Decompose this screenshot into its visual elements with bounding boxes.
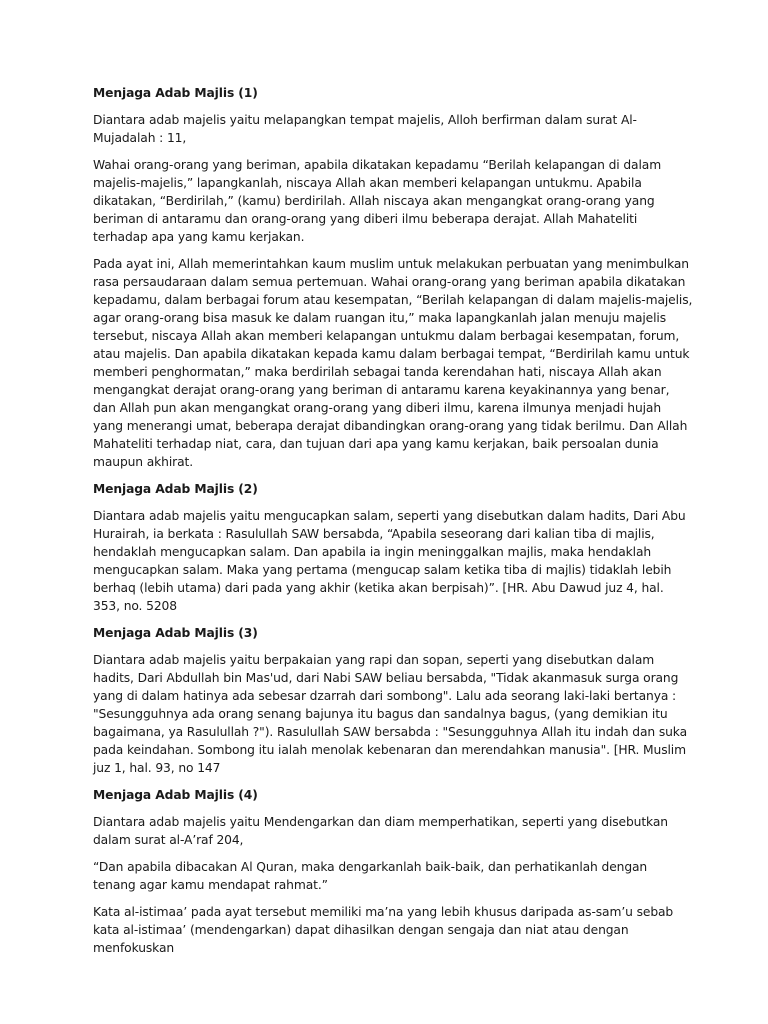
paragraph-1-3: Pada ayat ini, Allah memerintahkan kaum muslim untuk melakukan perbuatan yang menimbulkan rasa persaudaraan dalam semua pertemuan. Wahai orang-orang yang beriman apabila dikatakan kepadamu, dalam berbagai forum atau kesempatan, “Berilah kelapangan di dalam majelis-majelis, agar orang-orang bisa masuk ke dalam ruangan itu,” maka lapangkanlah jalan menuju majelis tersebut, niscaya Allah akan memberi kelapangan untukmu dalam berbagai kesempatan, forum, atau majelis. Dan apabila dikatakan kepada kamu dalam berbagai tempat, “Berdirilah kamu untuk memberi penghormatan,” maka berdirilah sebagai tanda kerendahan hati, niscaya Allah akan mengangkat derajat orang-orang yang beriman di antaramu karena keyakinannya yang benar, dan Allah pun akan mengangkat orang-orang yang diberi ilmu, karena ilmunya menjadi hujah yang menerangi umat, beberapa derajat dibandingkan orang-orang yang tidak berilmu. Dan Allah Mahateliti terhadap niat, cara, dan tujuan dari apa yang kamu kerjakan, baik persoalan dunia maupun akhirat. [93,257,693,469]
section-heading-2: Menjaga Adab Majlis (2) [93,482,258,496]
document-page [93,84,693,966]
section-heading-1: Menjaga Adab Majlis (1) [93,86,258,100]
paragraph-2-1: Diantara adab majelis yaitu mengucapkan salam, seperti yang disebutkan dalam hadits, Dari Abu Hurairah, ia berkata : Rasulullah SAW bersabda, “Apabila seseorang dari kalian tiba di majlis, hendaklah mengucapkan salam. Dan apabila ia ingin meninggalkan majlis, maka hendaklah mengucapkan salam. Maka yang pertama (mengucap salam ketika tiba di majlis) tidaklah lebih berhaq (lebih utama) dari pada yang akhir (ketika akan berpisah)”. [HR. Abu Dawud juz 4, hal. 353, no. 5208 [93,509,686,613]
paragraph-1-2: Wahai orang-orang yang beriman, apabila dikatakan kepadamu “Berilah kelapangan di dalam majelis-majelis,” lapangkanlah, niscaya Allah akan memberi kelapangan untukmu. Apabila dikatakan, “Berdirilah,” (kamu) berdirilah. Allah niscaya akan mengangkat orang-orang yang beriman di antaramu dan orang-orang yang diberi ilmu beberapa derajat. Allah Mahateliti terhadap apa yang kamu kerjakan. [93,158,662,244]
paragraph-4-2: “Dan apabila dibacakan Al Quran, maka dengarkanlah baik-baik, dan perhatikanlah dengan tenang agar kamu mendapat rahmat.” [93,860,648,892]
paragraph-4-1: Diantara adab majelis yaitu Mendengarkan dan diam memperhatikan, seperti yang disebutkan dalam surat al-A’raf 204, [93,815,668,847]
paragraph-4-3: Kata al-istimaa’ pada ayat tersebut memiliki ma’na yang lebih khusus daripada as-sam’u sebab kata al-istimaa’ (mendengarkan) dapat dihasilkan dengan sengaja dan niat atau dengan menfokuskan [93,905,674,955]
paragraph-1-1: Diantara adab majelis yaitu melapangkan tempat majelis, Alloh berfirman dalam surat Al-Mujadalah : 11, [93,113,637,145]
paragraph-3-1: Diantara adab majelis yaitu berpakaian yang rapi dan sopan, seperti yang disebutkan dalam hadits, Dari Abdullah bin Mas'ud, dari Nabi SAW beliau bersabda, "Tidak akanmasuk surga orang yang di dalam hatinya ada sebesar dzarrah dari sombong". Lalu ada seorang laki-laki bertanya : "Sesungguhnya ada orang senang bajunya itu bagus dan sandalnya bagus, (yang demikian itu bagaimana, ya Rasulullah ?"). Rasulullah SAW bersabda : "Sesungguhnya Allah itu indah dan suka pada keindahan. Sombong itu ialah menolak kebenaran dan merendahkan manusia". [HR. Muslim juz 1, hal. 93, no 147 [93,653,687,775]
section-heading-4: Menjaga Adab Majlis (4) [93,788,258,802]
section-heading-3: Menjaga Adab Majlis (3) [93,626,258,640]
